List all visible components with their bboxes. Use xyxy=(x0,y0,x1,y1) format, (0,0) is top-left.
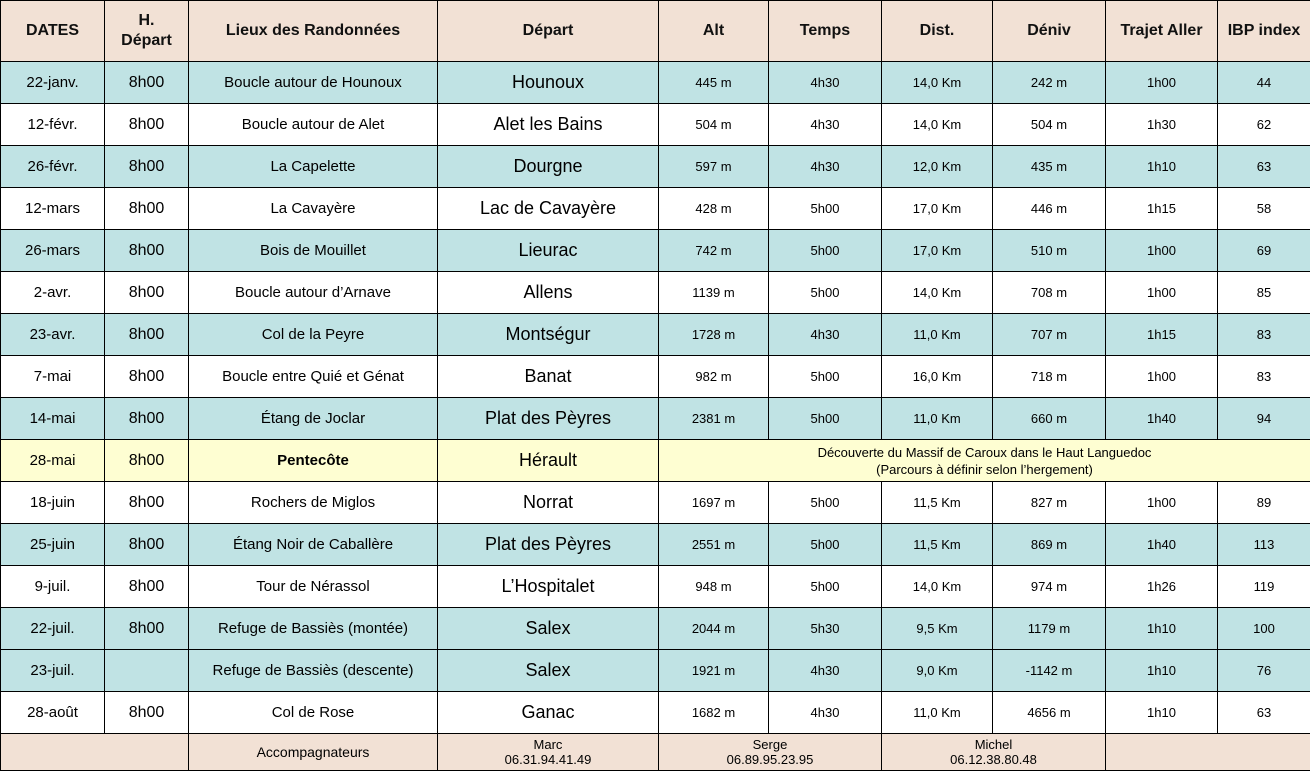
depart-cell: Ganac xyxy=(438,692,659,734)
deniv-cell: 510 m xyxy=(993,230,1106,272)
hdepart-cell: 8h00 xyxy=(105,692,189,734)
hdepart-cell: 8h00 xyxy=(105,104,189,146)
deniv-cell: 504 m xyxy=(993,104,1106,146)
trajet-cell: 1h10 xyxy=(1106,146,1218,188)
trajet-cell: 1h00 xyxy=(1106,356,1218,398)
alt-cell: 948 m xyxy=(659,566,769,608)
depart-cell: Plat des Pèyres xyxy=(438,398,659,440)
guide-phone: 06.12.38.80.48 xyxy=(950,752,1037,767)
hdepart-cell xyxy=(105,650,189,692)
deniv-cell: 974 m xyxy=(993,566,1106,608)
footer-empty-cell xyxy=(1,734,189,771)
date-cell: 12-févr. xyxy=(1,104,105,146)
trajet-cell: 1h40 xyxy=(1106,398,1218,440)
deniv-cell: 718 m xyxy=(993,356,1106,398)
temps-cell: 4h30 xyxy=(769,146,882,188)
deniv-cell: 1179 m xyxy=(993,608,1106,650)
alt-cell: 504 m xyxy=(659,104,769,146)
trajet-cell: 1h10 xyxy=(1106,608,1218,650)
trajet-cell: 1h00 xyxy=(1106,62,1218,104)
temps-cell: 4h30 xyxy=(769,692,882,734)
date-cell: 28-mai xyxy=(1,440,105,482)
guide-contact xyxy=(882,734,1106,771)
lieu-cell: Col de Rose xyxy=(189,692,438,734)
deniv-cell: 435 m xyxy=(993,146,1106,188)
dist-cell: 14,0 Km xyxy=(882,62,993,104)
guide-name: Marc xyxy=(533,737,563,752)
header-deniv: Déniv xyxy=(993,1,1106,62)
hdepart-cell: 8h00 xyxy=(105,314,189,356)
ibp-cell: 69 xyxy=(1218,230,1310,272)
lieu-cell: Boucle autour de Hounoux xyxy=(189,62,438,104)
temps-cell: 5h00 xyxy=(769,398,882,440)
depart-cell: L’Hospitalet xyxy=(438,566,659,608)
depart-cell: Lieurac xyxy=(438,230,659,272)
deniv-cell: 708 m xyxy=(993,272,1106,314)
lieu-cell: Refuge de Bassiès (montée) xyxy=(189,608,438,650)
pentecote-note-line2: (Parcours à définir selon l’hergement) xyxy=(876,461,1093,477)
lieu-cell: Bois de Mouillet xyxy=(189,230,438,272)
depart-cell: Banat xyxy=(438,356,659,398)
header-ibp: IBP index xyxy=(1218,1,1310,62)
deniv-cell: 242 m xyxy=(993,62,1106,104)
lieu-cell: Boucle autour de Alet xyxy=(189,104,438,146)
depart-cell: Salex xyxy=(438,650,659,692)
temps-cell: 5h00 xyxy=(769,482,882,524)
guide-name: Michel xyxy=(974,737,1013,752)
table-row xyxy=(1,692,1310,734)
hdepart-cell: 8h00 xyxy=(105,398,189,440)
ibp-cell: 62 xyxy=(1218,104,1310,146)
header-row xyxy=(1,1,1310,62)
ibp-cell: 113 xyxy=(1218,524,1310,566)
lieu-cell: Étang Noir de Caballère xyxy=(189,524,438,566)
table-row xyxy=(1,566,1310,608)
ibp-cell: 119 xyxy=(1218,566,1310,608)
lieu-cell: Refuge de Bassiès (descente) xyxy=(189,650,438,692)
depart-cell: Norrat xyxy=(438,482,659,524)
temps-cell: 5h30 xyxy=(769,608,882,650)
hdepart-cell: 8h00 xyxy=(105,188,189,230)
date-cell: 18-juin xyxy=(1,482,105,524)
footer-empty-cell xyxy=(1106,734,1310,771)
header-dates: DATES xyxy=(1,1,105,62)
lieu-cell: Étang de Joclar xyxy=(189,398,438,440)
table-row xyxy=(1,314,1310,356)
alt-cell: 1921 m xyxy=(659,650,769,692)
pentecote-row xyxy=(1,440,1310,482)
date-cell: 22-janv. xyxy=(1,62,105,104)
date-cell: 14-mai xyxy=(1,398,105,440)
table-row xyxy=(1,398,1310,440)
temps-cell: 4h30 xyxy=(769,62,882,104)
ibp-cell: 44 xyxy=(1218,62,1310,104)
trajet-cell: 1h10 xyxy=(1106,650,1218,692)
table-row xyxy=(1,608,1310,650)
lieu-cell: Tour de Nérassol xyxy=(189,566,438,608)
hdepart-cell: 8h00 xyxy=(105,608,189,650)
dist-cell: 11,0 Km xyxy=(882,398,993,440)
table-row xyxy=(1,650,1310,692)
table-row xyxy=(1,272,1310,314)
dist-cell: 11,0 Km xyxy=(882,314,993,356)
alt-cell: 982 m xyxy=(659,356,769,398)
lieu-cell: Boucle entre Quié et Génat xyxy=(189,356,438,398)
header-hdepart xyxy=(105,1,189,62)
hdepart-cell: 8h00 xyxy=(105,524,189,566)
table-row xyxy=(1,146,1310,188)
alt-cell: 1697 m xyxy=(659,482,769,524)
deniv-cell: 827 m xyxy=(993,482,1106,524)
guide-phone: 06.31.94.41.49 xyxy=(504,752,592,767)
hdepart-cell: 8h00 xyxy=(105,230,189,272)
dist-cell: 12,0 Km xyxy=(882,146,993,188)
depart-cell: Montségur xyxy=(438,314,659,356)
deniv-cell: 446 m xyxy=(993,188,1106,230)
ibp-cell: 89 xyxy=(1218,482,1310,524)
date-cell: 23-juil. xyxy=(1,650,105,692)
ibp-cell: 63 xyxy=(1218,146,1310,188)
alt-cell: 597 m xyxy=(659,146,769,188)
temps-cell: 5h00 xyxy=(769,566,882,608)
ibp-cell: 63 xyxy=(1218,692,1310,734)
deniv-cell: 869 m xyxy=(993,524,1106,566)
dist-cell: 9,5 Km xyxy=(882,608,993,650)
dist-cell: 14,0 Km xyxy=(882,272,993,314)
alt-cell: 428 m xyxy=(659,188,769,230)
header-hdepart-line2: Départ xyxy=(121,32,172,49)
temps-cell: 4h30 xyxy=(769,650,882,692)
ibp-cell: 85 xyxy=(1218,272,1310,314)
lieu-cell: Boucle autour d’Arnave xyxy=(189,272,438,314)
deniv-cell: -1142 m xyxy=(993,650,1106,692)
dist-cell: 11,5 Km xyxy=(882,524,993,566)
dist-cell: 14,0 Km xyxy=(882,566,993,608)
date-cell: 28-août xyxy=(1,692,105,734)
lieu-cell: Pentecôte xyxy=(189,440,438,482)
table-row xyxy=(1,188,1310,230)
dist-cell: 17,0 Km xyxy=(882,188,993,230)
depart-cell: Alet les Bains xyxy=(438,104,659,146)
dist-cell: 17,0 Km xyxy=(882,230,993,272)
header-trajet: Trajet Aller xyxy=(1106,1,1218,62)
trajet-cell: 1h40 xyxy=(1106,524,1218,566)
lieu-cell: La Cavayère xyxy=(189,188,438,230)
guide-phone: 06.89.95.23.95 xyxy=(726,752,814,767)
depart-cell: Lac de Cavayère xyxy=(438,188,659,230)
dist-cell: 11,5 Km xyxy=(882,482,993,524)
guide-contact xyxy=(659,734,882,771)
header-temps: Temps xyxy=(769,1,882,62)
deniv-cell: 4656 m xyxy=(993,692,1106,734)
date-cell: 12-mars xyxy=(1,188,105,230)
date-cell: 26-févr. xyxy=(1,146,105,188)
lieu-cell: La Capelette xyxy=(189,146,438,188)
temps-cell: 4h30 xyxy=(769,314,882,356)
depart-cell: Dourgne xyxy=(438,146,659,188)
temps-cell: 5h00 xyxy=(769,356,882,398)
alt-cell: 2381 m xyxy=(659,398,769,440)
hdepart-cell: 8h00 xyxy=(105,272,189,314)
temps-cell: 5h00 xyxy=(769,272,882,314)
trajet-cell: 1h00 xyxy=(1106,230,1218,272)
hdepart-cell: 8h00 xyxy=(105,62,189,104)
guide-name: Serge xyxy=(752,737,788,752)
trajet-cell: 1h15 xyxy=(1106,188,1218,230)
table-row xyxy=(1,230,1310,272)
header-dist: Dist. xyxy=(882,1,993,62)
deniv-cell: 660 m xyxy=(993,398,1106,440)
alt-cell: 1728 m xyxy=(659,314,769,356)
depart-cell: Allens xyxy=(438,272,659,314)
ibp-cell: 83 xyxy=(1218,356,1310,398)
depart-cell: Plat des Pèyres xyxy=(438,524,659,566)
date-cell: 22-juil. xyxy=(1,608,105,650)
date-cell: 9-juil. xyxy=(1,566,105,608)
table-row xyxy=(1,356,1310,398)
date-cell: 23-avr. xyxy=(1,314,105,356)
trajet-cell: 1h00 xyxy=(1106,482,1218,524)
trajet-cell: 1h10 xyxy=(1106,692,1218,734)
footer-label: Accompagnateurs xyxy=(189,734,438,771)
pentecote-note xyxy=(659,440,1310,482)
trajet-cell: 1h30 xyxy=(1106,104,1218,146)
date-cell: 7-mai xyxy=(1,356,105,398)
temps-cell: 5h00 xyxy=(769,230,882,272)
temps-cell: 4h30 xyxy=(769,104,882,146)
alt-cell: 2551 m xyxy=(659,524,769,566)
temps-cell: 5h00 xyxy=(769,524,882,566)
trajet-cell: 1h00 xyxy=(1106,272,1218,314)
header-alt: Alt xyxy=(659,1,769,62)
ibp-cell: 58 xyxy=(1218,188,1310,230)
ibp-cell: 100 xyxy=(1218,608,1310,650)
ibp-cell: 76 xyxy=(1218,650,1310,692)
trajet-cell: 1h15 xyxy=(1106,314,1218,356)
hdepart-cell: 8h00 xyxy=(105,356,189,398)
pentecote-note-line1: Découverte du Massif de Caroux dans le Haut Languedoc xyxy=(817,444,1152,460)
temps-cell: 5h00 xyxy=(769,188,882,230)
guide-contact xyxy=(438,734,659,771)
dist-cell: 14,0 Km xyxy=(882,104,993,146)
ibp-cell: 83 xyxy=(1218,314,1310,356)
header-depart: Départ xyxy=(438,1,659,62)
alt-cell: 1682 m xyxy=(659,692,769,734)
hdepart-cell: 8h00 xyxy=(105,146,189,188)
header-hdepart-line1: H. xyxy=(138,12,155,29)
deniv-cell: 707 m xyxy=(993,314,1106,356)
dist-cell: 11,0 Km xyxy=(882,692,993,734)
date-cell: 26-mars xyxy=(1,230,105,272)
trajet-cell: 1h26 xyxy=(1106,566,1218,608)
depart-cell: Salex xyxy=(438,608,659,650)
alt-cell: 445 m xyxy=(659,62,769,104)
hdepart-cell: 8h00 xyxy=(105,440,189,482)
date-cell: 2-avr. xyxy=(1,272,105,314)
hdepart-cell: 8h00 xyxy=(105,566,189,608)
table-row xyxy=(1,524,1310,566)
lieu-cell: Col de la Peyre xyxy=(189,314,438,356)
alt-cell: 1139 m xyxy=(659,272,769,314)
dist-cell: 16,0 Km xyxy=(882,356,993,398)
table-row xyxy=(1,104,1310,146)
footer-row xyxy=(1,734,1310,771)
ibp-cell: 94 xyxy=(1218,398,1310,440)
dist-cell: 9,0 Km xyxy=(882,650,993,692)
table-row xyxy=(1,62,1310,104)
header-lieux: Lieux des Randonnées xyxy=(189,1,438,62)
depart-cell: Hounoux xyxy=(438,62,659,104)
date-cell: 25-juin xyxy=(1,524,105,566)
depart-cell: Hérault xyxy=(438,440,659,482)
alt-cell: 742 m xyxy=(659,230,769,272)
lieu-cell: Rochers de Miglos xyxy=(189,482,438,524)
table-row xyxy=(1,482,1310,524)
alt-cell: 2044 m xyxy=(659,608,769,650)
hdepart-cell: 8h00 xyxy=(105,482,189,524)
